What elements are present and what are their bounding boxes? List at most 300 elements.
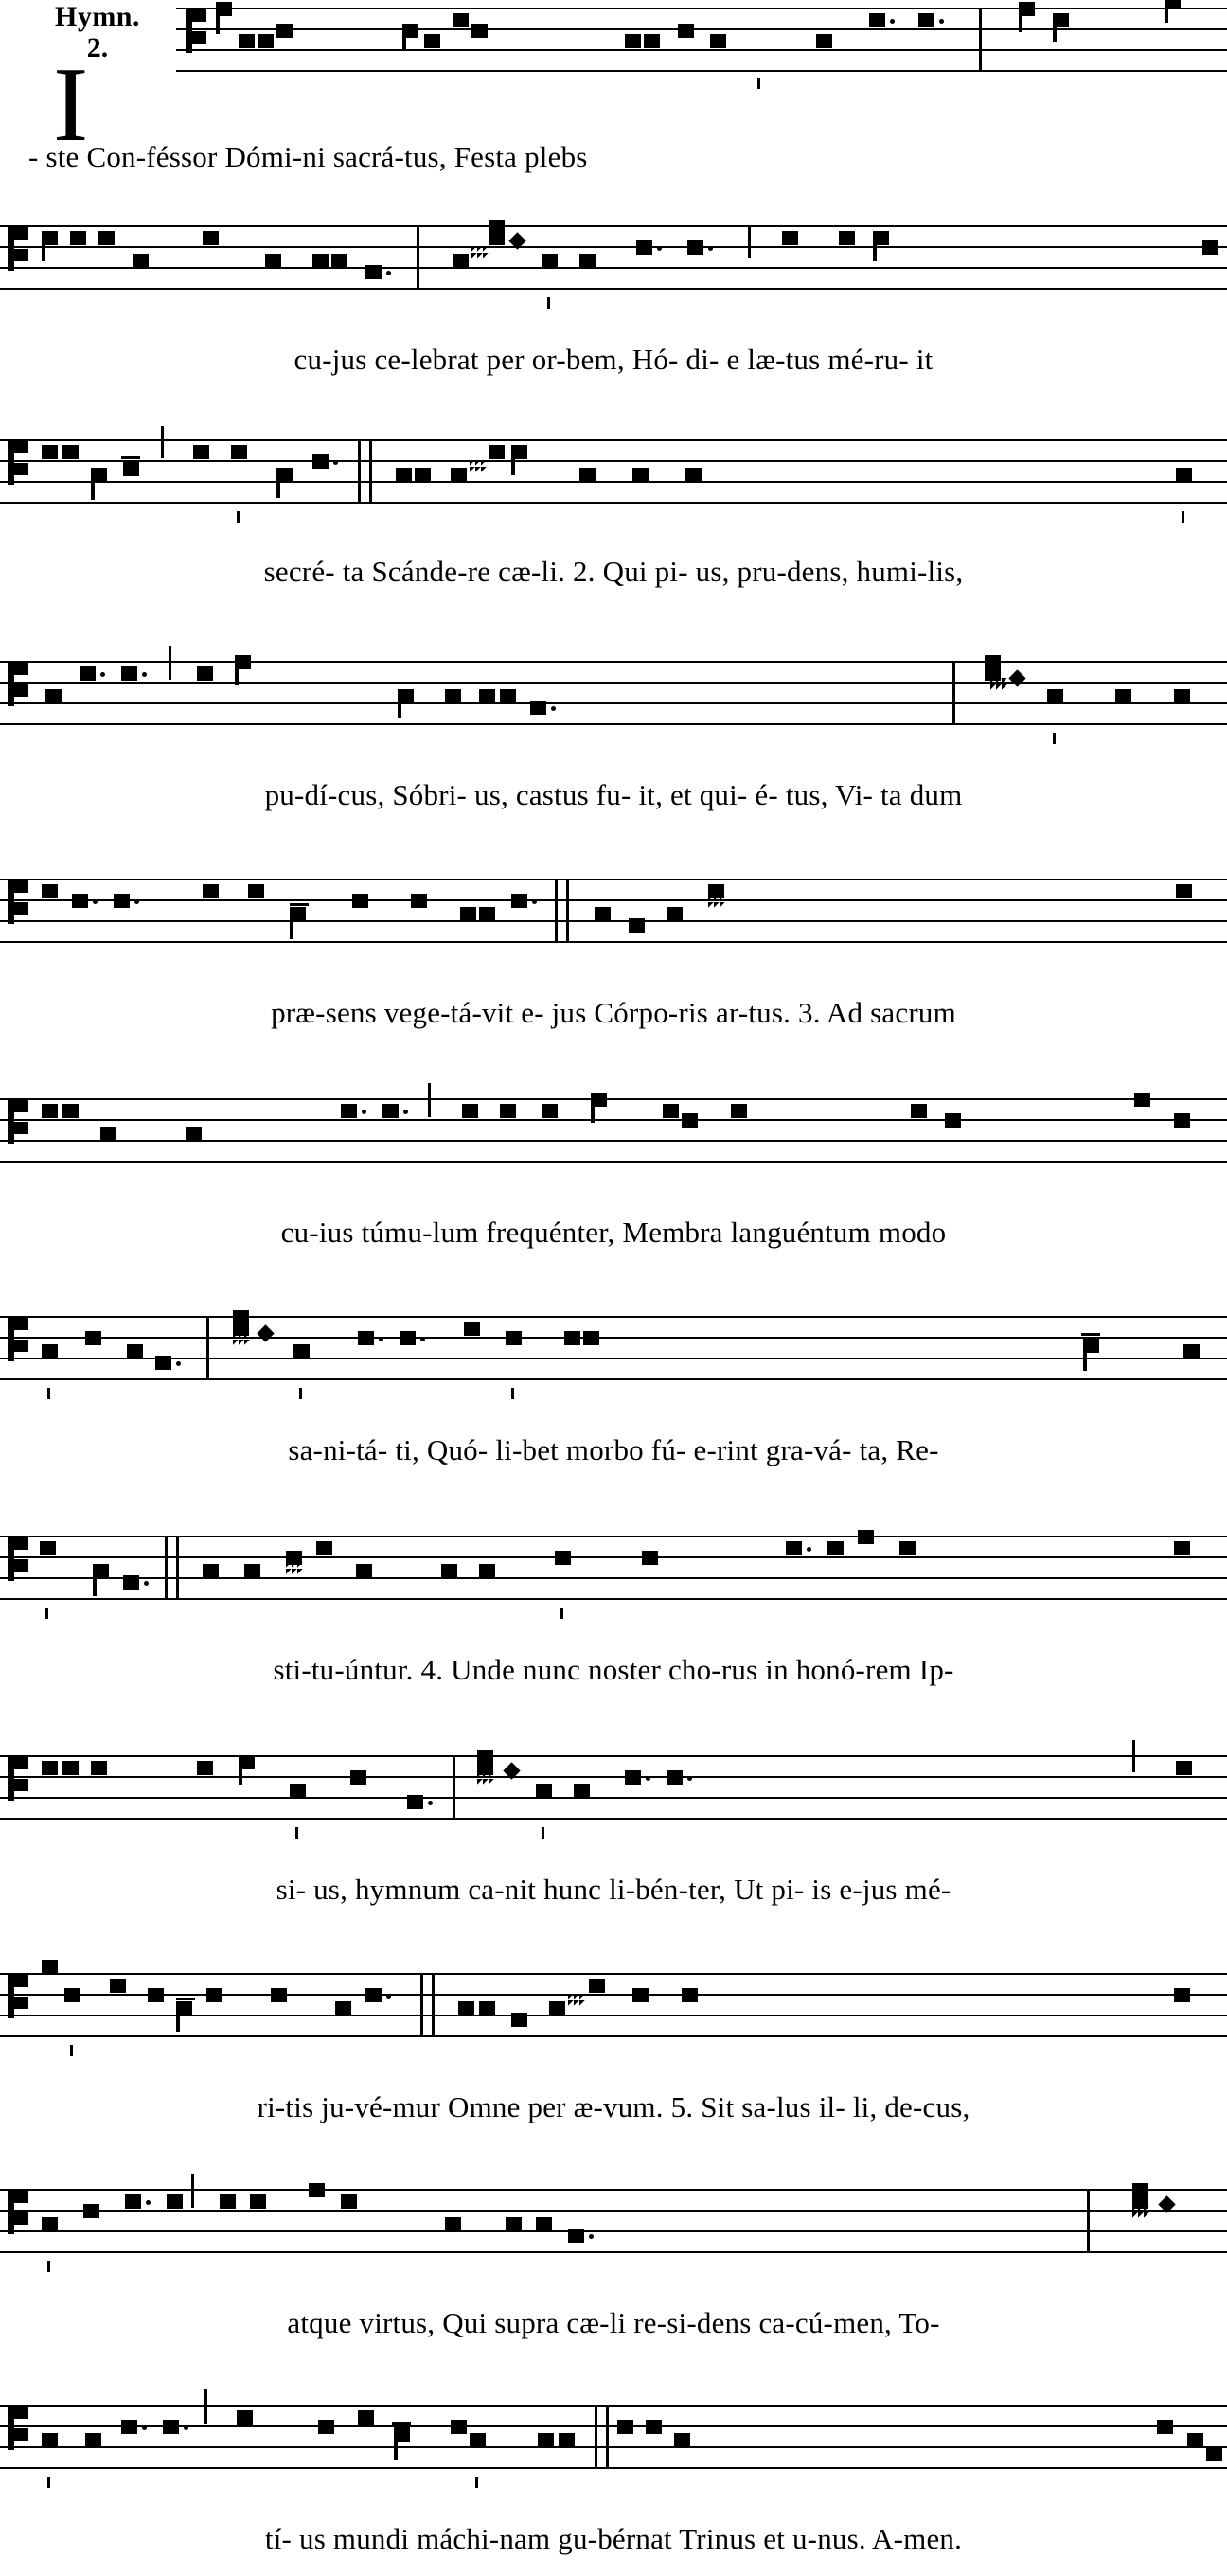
ictus-mark [237,511,240,523]
staff-line [0,460,1227,462]
system-12 [0,2397,1227,2555]
staff-line [0,2446,1227,2448]
neume-punctum [331,254,347,268]
neume-punctum [220,2194,236,2209]
division-bar [206,1316,209,1380]
staff-6 [0,1091,1227,1181]
neume-punctum [85,2433,101,2447]
staff-line [0,1994,1227,1996]
episema [1081,1333,1100,1336]
staff-line [0,1098,1227,1100]
staff-line [0,1598,1227,1600]
neume-punctum [564,1331,580,1345]
neume-stem [290,915,293,939]
neume-punctum [167,2194,183,2209]
lyrics-line-6: cu-ius túmu-lum frequénter, Membra languéntum modo [280,1216,947,1249]
neume-punctum [365,1988,382,2002]
staff-line [0,2189,1227,2191]
ictus-mark [757,78,760,89]
neume-stem [394,2435,398,2460]
lyrics-line-2: cu-jus ce-lebrat per or-bem, Hó- di- e læ-tus mé-ru- it [293,343,934,376]
staff-10 [0,1965,1227,2056]
neume-punctum [127,1344,143,1359]
neume-punctum [121,2420,137,2434]
double-bar [555,879,558,943]
neume-punctum [1176,1761,1192,1775]
division-bar [979,8,982,72]
neume-dot [532,899,537,904]
neume-punctum [239,34,255,48]
system-10 [0,1965,1227,2123]
neume-stem [402,31,406,50]
neume-dot [687,1776,692,1781]
quilisma [470,460,487,473]
neume-punctum [477,1750,493,1764]
lyrics-line-10: ri-tis ju-vé-mur Omne per æ-vum. 5. Sit sa-lus il- li, de-cus, [257,2090,970,2123]
neume-dot [551,706,556,711]
neume-punctum [248,884,264,898]
neume-punctum [782,231,798,245]
system-4 [0,653,1227,811]
neume-punctum [445,2217,461,2231]
neume-dot [333,460,338,465]
neume-punctum [400,1331,416,1345]
neume-punctum [91,1761,107,1775]
neume-dot [939,19,944,24]
neume-punctum [42,1761,58,1775]
neume-stem [511,453,515,475]
custos [1206,2446,1222,2461]
neume-punctum [1176,468,1192,482]
neume-punctum [42,884,58,898]
neume-punctum [1174,1113,1190,1128]
neume-punctum [583,1331,599,1345]
division-bar [191,2174,194,2208]
neume-punctum [309,2183,325,2197]
neume-punctum [312,254,329,268]
neume-stem [1053,21,1057,42]
neume-punctum [667,907,683,921]
neume-punctum [536,2217,552,2231]
staff-line [0,2230,1227,2232]
neume-punctum [542,254,558,268]
neume-punctum [471,24,488,38]
staff-line [0,225,1227,227]
neume-punctum [869,13,885,27]
neume-punctum [460,907,476,921]
neume-punctum [687,240,703,255]
neume-punctum [396,468,412,482]
neume-punctum [1174,689,1190,703]
lyrics-line-8: sti-tu-úntur. 4. Unde nunc noster cho-rus in honó-rem Ip- [273,1653,954,1686]
ictus-mark [47,2261,50,2272]
ictus-mark [70,2045,73,2056]
staff-line [0,1337,1227,1339]
neume-punctum [155,1356,171,1370]
staff-line [0,941,1227,943]
neume-dot [890,19,895,24]
neume-punctum [318,2420,334,2434]
system-2 [0,218,1227,376]
neume-punctum [312,454,329,469]
system-7 [0,1308,1227,1466]
double-bar [432,1973,435,2037]
neume-punctum [415,468,431,482]
neume-stem [1083,1346,1087,1371]
neume-punctum [542,1104,558,1118]
neume-stem [216,9,220,34]
double-bar [566,879,569,943]
neume-dot [386,1994,391,1999]
neume-punctum [382,1104,399,1118]
staff-12 [0,2397,1227,2488]
neume-punctum [579,468,596,482]
neume-punctum [674,2433,690,2447]
neume-punctum [40,1541,56,1555]
neume-punctum [293,1344,310,1359]
neume-punctum [625,34,641,48]
ictus-mark [511,1388,514,1399]
ictus-mark [547,297,550,309]
staff-line [0,1797,1227,1799]
neume-punctum [574,1784,590,1798]
neume-punctum [918,13,934,27]
staff-line [176,28,1227,30]
lyrics-line-7: sa-ni-tá- ti, Quó- li-bet morbo fú- e-rint gra-vá- ta, Re- [288,1433,939,1466]
staff-line [0,2467,1227,2469]
system-6 [0,1091,1227,1249]
neume-punctum [114,894,130,908]
neume-punctum [678,24,694,38]
neume-punctum [1132,2183,1148,2197]
neume-punctum [316,1541,332,1555]
division-bar [169,646,171,680]
staff-3 [0,432,1227,523]
neume-punctum [407,1795,423,1809]
staff-line [0,1161,1227,1163]
neume-punctum [731,1104,747,1118]
neume-punctum [123,1575,139,1590]
staff-line [0,2210,1227,2212]
neume-punctum [163,2420,179,2434]
neume-dot [589,2234,594,2239]
neume-punctum [42,445,58,459]
quilisma [990,678,1007,691]
staff-8 [0,1528,1227,1619]
division-bar [417,225,419,290]
neume-punctum [1134,1093,1150,1107]
neume-punctum [479,689,495,703]
neume-dot [146,2200,151,2205]
neume-punctum [244,1564,260,1578]
system-8 [0,1528,1227,1686]
staff-line [0,723,1227,725]
neume-punctum [206,1988,222,2002]
neume-punctum [451,468,467,482]
neume-punctum [100,1127,116,1141]
neume-punctum [568,2229,584,2243]
neume-punctum [356,1564,372,1578]
quilisma [477,1772,494,1785]
neume-punctum [121,666,137,681]
lyrics-line-4: pu-dí-cus, Sóbri- us, castus fu- it, et qui- é- tus, Vi- ta dum [264,778,963,811]
neume-punctum [506,1331,522,1345]
double-bar [595,2405,597,2469]
hymn-label: Hymn. [54,1,140,32]
staff-line [0,682,1227,684]
neume-punctum [500,689,516,703]
neume-punctum [710,34,726,48]
staff-line [0,246,1227,248]
ictus-mark [1053,733,1056,744]
neume-punctum [85,1331,101,1345]
neume-punctum [233,1310,249,1324]
neume-punctum [203,884,219,898]
neume-punctum [827,1541,844,1555]
ictus-mark [542,1827,544,1839]
neume-punctum [816,34,832,48]
neume-punctum [589,1979,605,1993]
neume-punctum [470,2433,486,2447]
neume-punctum [538,2433,554,2447]
episema [290,903,309,906]
staff-line [0,2035,1227,2037]
neume-dot [428,1801,433,1805]
neume-punctum [511,2013,527,2027]
neume-punctum [411,894,427,908]
system-3 [0,432,1227,588]
system-11 [0,2181,1227,2339]
staff-line [0,288,1227,290]
neume-punctum [193,445,209,459]
staff-line [0,2251,1227,2253]
neume-stem [239,1763,242,1785]
quilisma [1132,2206,1149,2219]
neume-punctum [352,894,368,908]
division-bar [952,661,955,725]
neume-punctum [453,254,469,268]
staff-line [176,49,1227,51]
division-bar [428,1083,431,1117]
custos [1176,884,1192,898]
ictus-mark [47,1388,50,1399]
neume-punctum [445,689,461,703]
staff-line [0,661,1227,663]
double-bar [165,1536,168,1600]
division-bar [748,225,751,258]
staff-5 [0,871,1227,962]
neume-dot [142,672,147,677]
division-bar [1087,2189,1090,2253]
division-bar [204,2389,207,2424]
neume-punctum [42,2217,58,2231]
neume-punctum [629,918,645,933]
ictus-mark [45,1608,48,1619]
neume-punctum [479,907,495,921]
neume-diamond [1008,669,1025,686]
neume-stem [276,475,280,498]
staff-line [176,8,1227,9]
double-bar [176,1536,179,1600]
neume-dot [807,1547,811,1552]
neume-punctum [125,2194,141,2209]
neume-punctum [1183,1344,1200,1359]
neume-punctum [644,34,660,48]
neume-punctum [555,1551,571,1565]
neume-punctum [110,1979,126,1993]
neume-punctum [500,1104,516,1118]
neume-punctum [636,240,652,255]
neume-dot [403,1110,408,1114]
staff-line [0,702,1227,704]
staff-line [0,1577,1227,1579]
neume-punctum [453,13,469,27]
division-bar [1132,1740,1135,1772]
staff-line [0,1358,1227,1359]
neume-punctum [549,2001,565,2016]
neume-punctum [911,1104,927,1118]
neume-dot [100,672,105,677]
neume-dot [184,2425,188,2430]
staff-line [0,1119,1227,1121]
custos [1174,1988,1190,2002]
neume-punctum [489,220,505,234]
staff-line [0,1316,1227,1318]
neume-punctum [985,655,1001,669]
neume-punctum [290,1784,306,1798]
neume-punctum [276,24,293,38]
ictus-mark [299,1388,302,1399]
neume-punctum [579,254,596,268]
neume-punctum [667,1770,683,1785]
neume-punctum [133,254,149,268]
system-1 [0,0,1227,173]
neume-stem [873,239,877,261]
neume-punctum [1157,2420,1173,2434]
neume-dot [362,1110,366,1114]
division-bar [161,426,164,458]
neume-dot [386,271,391,275]
neume-punctum [258,34,274,48]
neume-punctum [358,2410,374,2425]
episema [176,1998,195,2000]
ictus-mark [560,1608,563,1619]
neume-punctum [186,1127,202,1141]
neume-stem [235,663,239,685]
double-bar [369,439,372,504]
episema [121,456,140,459]
double-bar [420,1973,423,2037]
neume-punctum [197,1761,213,1775]
lyrics-line-9: si- us, hymnum ca-nit hunc li-bén-ter, Ut pi- is e-jus mé- [276,1873,951,1906]
neume-punctum [839,231,855,245]
staff-line [0,1776,1227,1778]
neume-punctum [341,1104,357,1118]
neume-dot [134,899,139,904]
quilisma [708,896,725,909]
staff-9 [0,1748,1227,1839]
staff-line [0,502,1227,504]
neume-punctum [42,1104,58,1118]
neume-punctum [231,445,247,459]
staff-line [0,920,1227,922]
neume-stem [42,239,45,261]
neume-punctum [682,1113,698,1128]
neume-punctum [80,666,96,681]
neume-stem [1165,2,1168,23]
ictus-mark [295,1827,298,1839]
neume-punctum [642,1551,658,1565]
neume-punctum [451,2420,467,2434]
neume-dot [93,899,98,904]
neume-punctum [441,1564,457,1578]
neume-stem [176,2009,180,2032]
staff-line [0,1378,1227,1380]
neume-punctum [424,34,440,48]
neume-punctum [663,1104,679,1118]
neume-diamond [257,1324,274,1341]
neume-punctum [42,1344,58,1359]
neume-stem [398,697,401,718]
neume-punctum [899,1541,916,1555]
neume-punctum [506,2217,522,2231]
neume-punctum [462,1104,478,1118]
neume-dot [142,2425,147,2430]
ictus-mark [1182,511,1184,523]
division-bar [453,1755,455,1820]
neume-punctum [350,1770,366,1785]
neume-punctum [625,1770,641,1785]
neume-punctum [123,462,139,476]
staff-line [0,481,1227,483]
double-bar [358,439,361,504]
neume-punctum [1115,689,1131,703]
neume-dot [176,1361,181,1366]
neume-punctum [786,1541,802,1555]
neume-punctum [265,254,281,268]
neume-punctum [271,1988,287,2002]
neume-punctum [197,666,213,681]
neume-punctum [489,445,505,459]
lyrics-line-1: - ste Con-féssor Dómi-ni sacrá-tus, Festa plebs [28,140,588,173]
neume-punctum [62,445,79,459]
neume-dot [379,1337,383,1341]
neume-punctum [536,1784,552,1798]
neume-stem [591,1100,595,1123]
neume-stem [93,1572,97,1596]
lyrics-line-11: atque virtus, Qui supra cæ-li re-si-dens ca-cú-men, To- [287,2306,940,2339]
neume-punctum [203,231,219,245]
neume-stem [1019,9,1022,32]
staff-line [0,1536,1227,1537]
neume-punctum [682,1988,698,2002]
staff-line [0,439,1227,441]
double-bar [606,2405,609,2469]
neume-dot [420,1337,425,1341]
ictus-mark [475,2477,478,2488]
neume-punctum [42,1960,58,1974]
lyrics-line-5: præ-sens vege-tá-vit e- jus Córpo-ris ar-tus. 3. Ad sacrum [271,996,956,1029]
neume-punctum [83,2204,99,2218]
neume-punctum [945,1113,961,1128]
neume-punctum [559,2433,575,2447]
lyrics-line-3: secré- ta Scánde-re cæ-li. 2. Qui pi- us, pru-dens, humi-lis, [263,555,964,588]
neume-stem [91,475,95,500]
custos [1174,1541,1190,1555]
neume-punctum [335,2001,351,2016]
neume-punctum [479,2001,495,2016]
staff-1 [0,0,1227,91]
